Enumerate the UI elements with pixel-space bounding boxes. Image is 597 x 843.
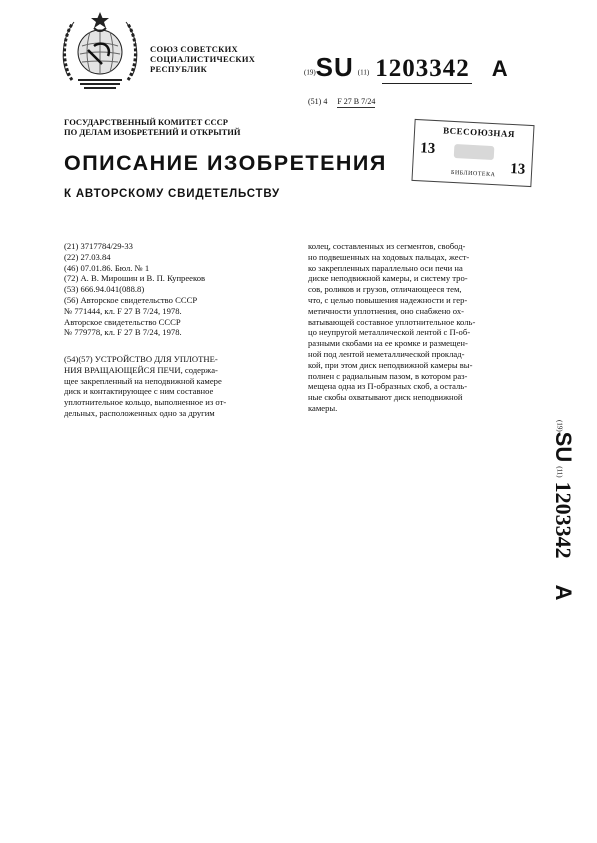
side-number-rotated [550, 420, 576, 601]
claim-line: ной под лентой неметаллической проклад- [308, 348, 465, 359]
abstract-continuation: содержа- [184, 364, 218, 375]
abstract-right [308, 241, 548, 414]
committee-name [64, 117, 240, 137]
abstract-code: (54)(57) [64, 354, 93, 364]
country-code: SU [315, 52, 354, 82]
claim-line: диске неподвижной камеры, и систему тро- [308, 273, 468, 284]
claim-line: колец, составленных из сегментов, свобод- [308, 241, 466, 251]
abstract-line: диск и контактирующее с ним составное [64, 386, 214, 397]
claim-line: мещена одна из П-образных скоб, а осталь- [308, 381, 468, 392]
publication-number-line [304, 52, 508, 83]
country-line-2: СОЦИАЛИСТИЧЕСКИХ [150, 54, 256, 64]
abstract-line: уплотнительное кольцо, выполненное из от- [64, 397, 227, 408]
meta-line: (53) 666.94.041(088.8) [64, 284, 145, 295]
stamp-right-number: 13 [509, 160, 526, 178]
abstract-heading-line-2 [64, 365, 296, 376]
claim-line: кой, при этом диск неподвижной камеры вы- [308, 359, 473, 370]
meta-line: № 771444, кл. F 27 B 7/24, 1978. [64, 305, 182, 316]
committee-line-2: ПО ДЕЛАМ ИЗОБРЕТЕНИЙ И ОТКРЫТИЙ [64, 127, 241, 137]
ipc-value: F 27 B 7/24 [337, 97, 376, 106]
invention-name-part-2: НИЯ ВРАЩАЮЩЕЙСЯ ПЕЧИ, [64, 364, 183, 375]
abstract-line: щее закрепленный на неподвижной камере [64, 375, 222, 386]
coat-of-arms-emblem [58, 10, 142, 96]
committee-line-1: ГОСУДАРСТВЕННЫЙ КОМИТЕТ СССР [64, 117, 228, 127]
meta-line: № 779778, кл. F 27 B 7/24, 1978. [64, 327, 182, 338]
claim-line: ватывающей составное уплотнительное коль- [308, 316, 476, 327]
stamp-line-4: БИБЛИОТЕКА [450, 169, 496, 179]
meta-line: (21) 3717784/29-33 [64, 241, 133, 251]
claim-line: сов, роликов и грузов, отличающееся тем, [308, 284, 462, 295]
abstract-left [64, 354, 296, 419]
code-11-label: (11) [357, 68, 370, 77]
stamp-line-1: ВСЕСОЮЗНАЯ [442, 125, 516, 140]
claim-line: цо неупругой металлической лентой с П-об- [308, 327, 471, 338]
meta-line: (72) А. В. Мирошин и В. П. Купрееков [64, 273, 206, 284]
bibliographic-data [64, 241, 205, 338]
invention-name-part-1: УСТРОЙСТВО ДЛЯ УПЛОТНЕ- [94, 354, 218, 364]
side-publication-number [518, 420, 578, 670]
meta-line: Авторское свидетельство СССР [64, 316, 181, 327]
code-19-label: (19) [304, 68, 316, 77]
claim-line: ные скобы охватывают диск неподвижной [308, 392, 463, 403]
side-country-code: SU [551, 431, 576, 463]
document-title: ОПИСАНИЕ ИЗОБРЕТЕНИЯ [64, 151, 387, 175]
claim-line: разными скобами на ее кромке и размещен- [308, 338, 468, 349]
meta-line: (22) 27.03.84 [64, 251, 111, 262]
abstract-line: дельных, расположенных одно за другим [64, 407, 215, 418]
side-code-11: (11) [555, 466, 564, 478]
country-line-1: СОЮЗ СОВЕТСКИХ [150, 44, 238, 54]
claim-line: что, с целью повышения надежности и гер- [308, 294, 468, 305]
number-underline [382, 83, 472, 84]
stamp-blot [454, 144, 495, 160]
ipc-classification [308, 97, 375, 106]
claim-line: камеры. [308, 402, 338, 413]
claim-line: метичности уплотнения, оно снабжено ох- [308, 305, 464, 316]
side-code-19: (19) [555, 420, 564, 432]
abstract-heading-line-1 [64, 354, 296, 365]
meta-line: (56) Авторское свидетельство СССР [64, 294, 198, 305]
side-document-number: 1203342 [551, 481, 576, 559]
library-stamp [411, 119, 534, 187]
stamp-left-number: 13 [419, 140, 436, 158]
country-name [150, 44, 255, 74]
side-document-kind: A [551, 584, 576, 601]
document-kind: A [491, 56, 508, 81]
claim-line: ко закрепленных параллельно оси печи на [308, 262, 463, 273]
claim-line: полнен с радиальным пазом, в котором раз- [308, 370, 468, 381]
meta-line: (46) 07.01.86. Бюл. № 1 [64, 262, 150, 273]
ipc-code-label: (51) 4 [308, 97, 328, 106]
country-line-3: РЕСПУБЛИК [150, 64, 208, 74]
document-number: 1203342 [375, 55, 470, 82]
claim-line: но подвешенных на ходовых пальцах, жест- [308, 251, 470, 262]
document-subtitle: К АВТОРСКОМУ СВИДЕТЕЛЬСТВУ [64, 188, 280, 200]
